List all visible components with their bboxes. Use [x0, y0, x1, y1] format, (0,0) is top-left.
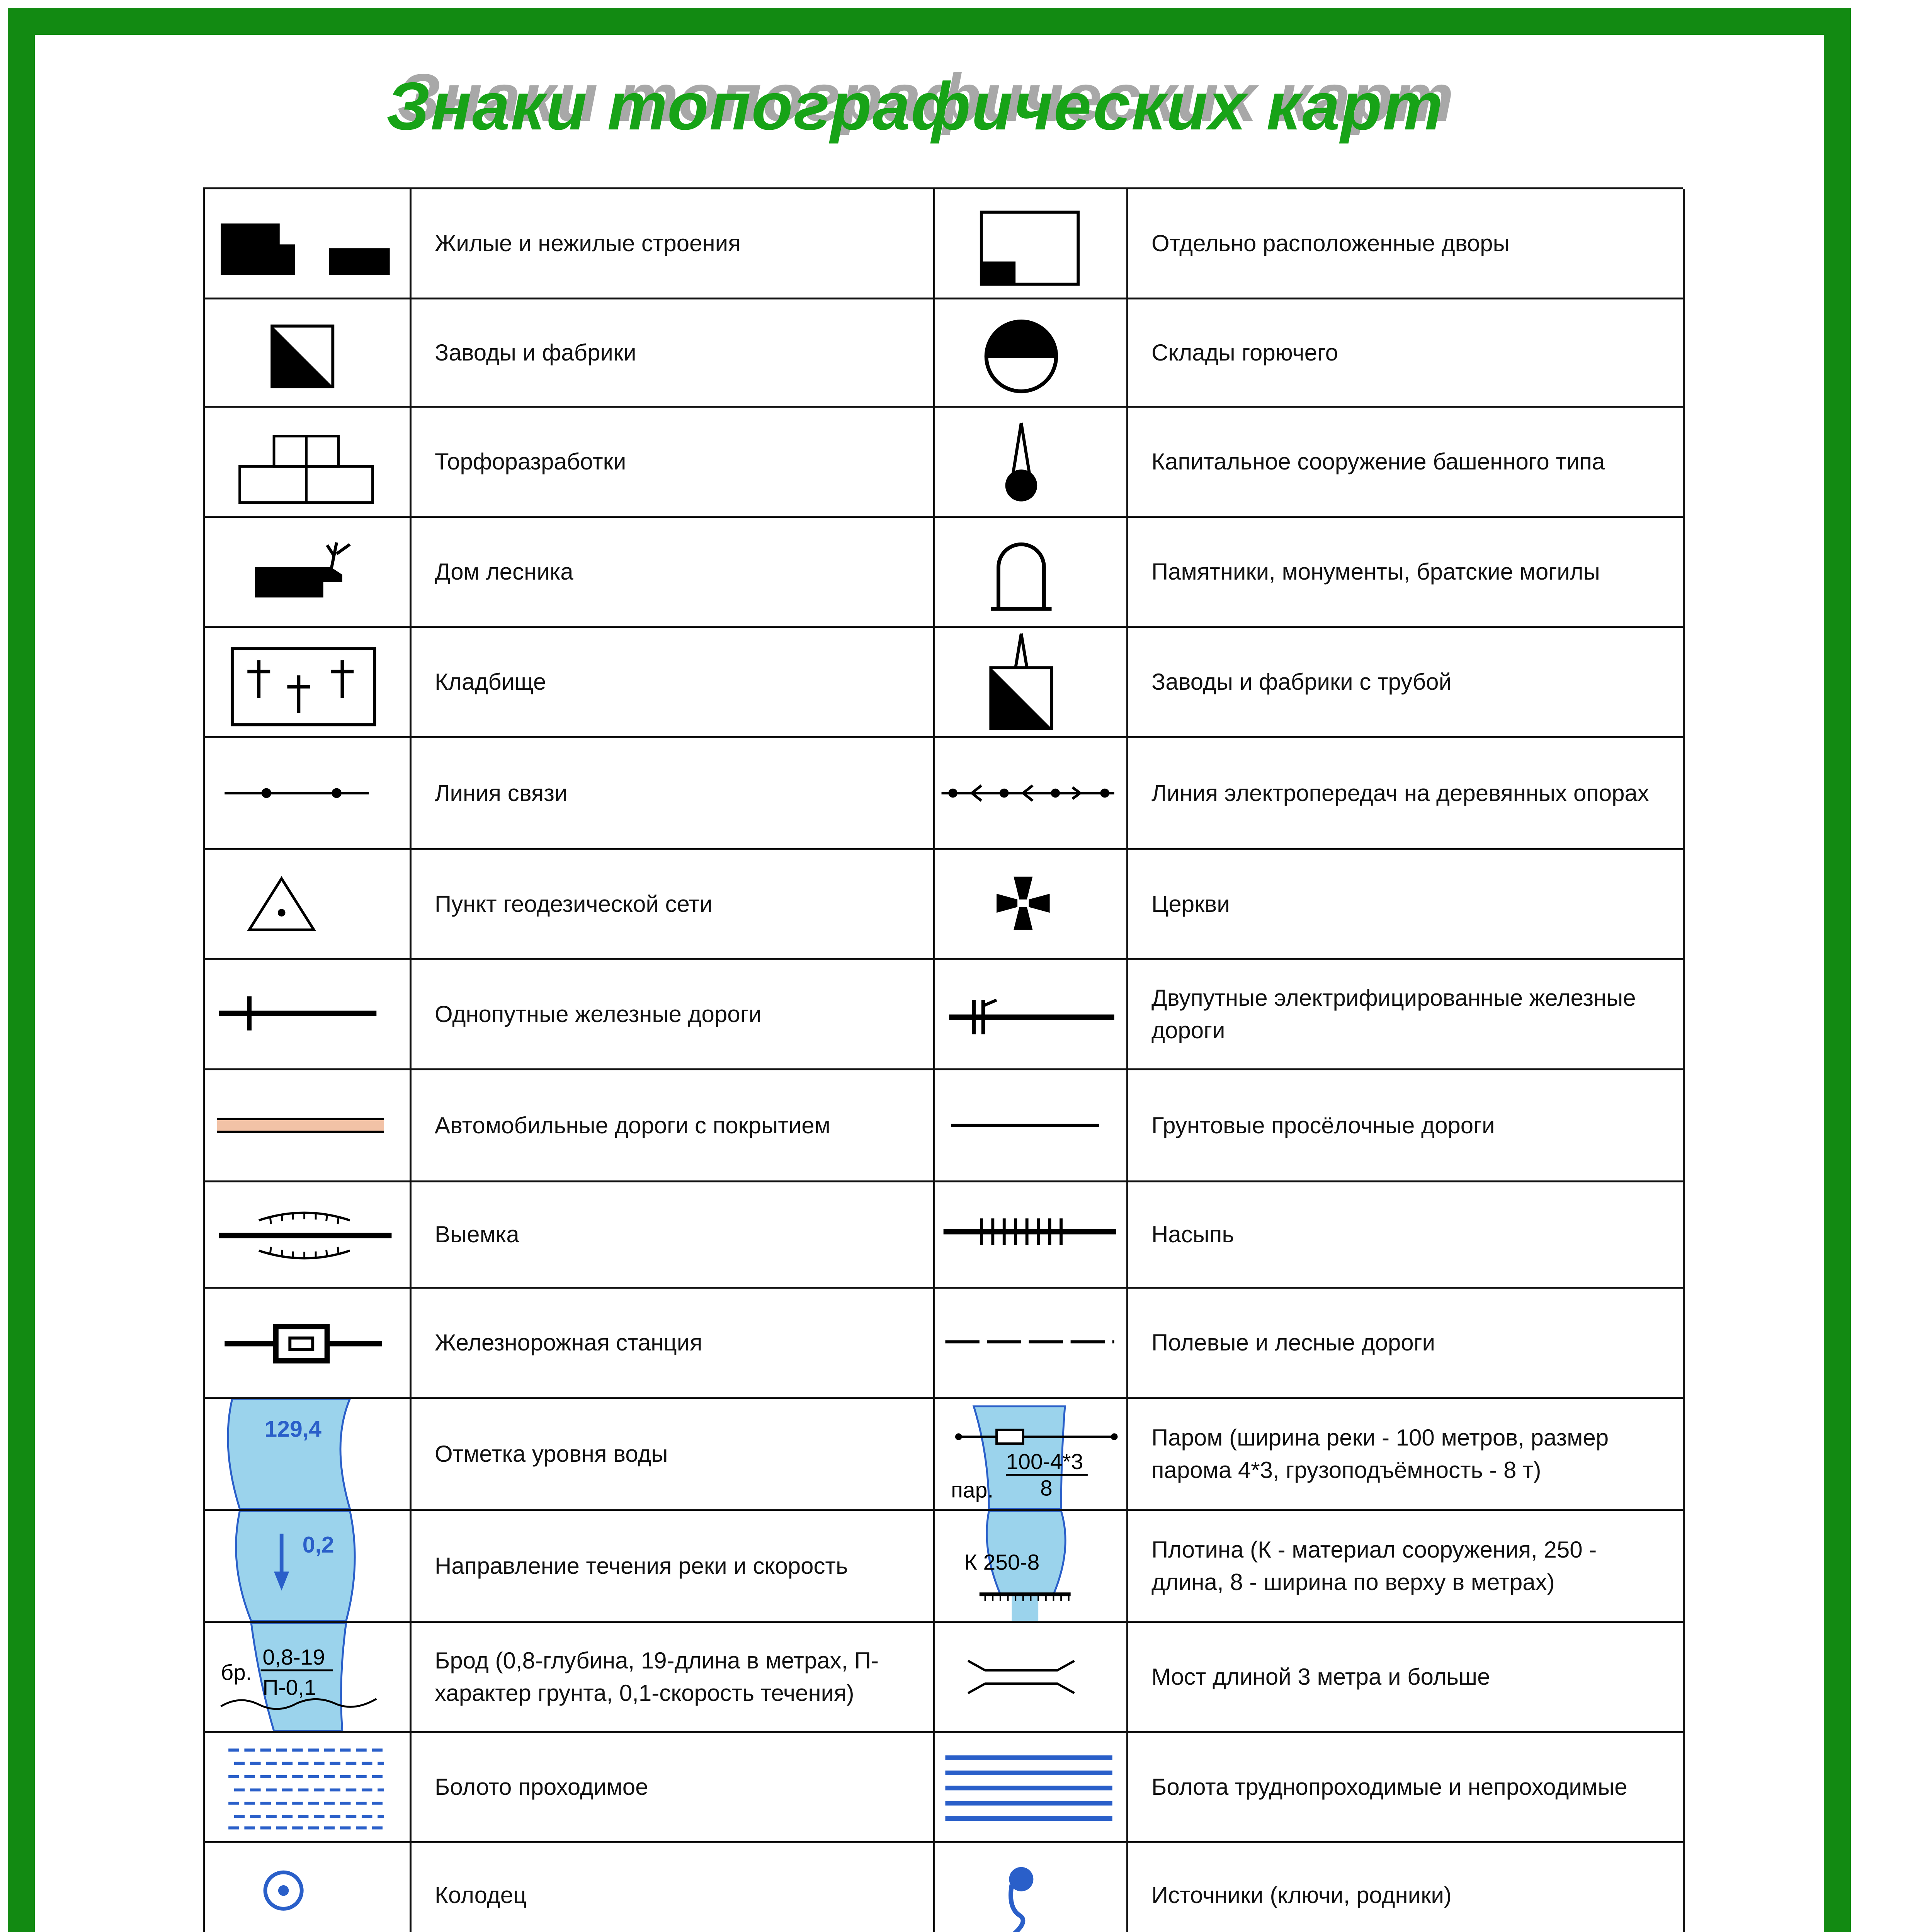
legend-label: Пункт геодезической сети: [412, 850, 935, 960]
symbol-cell: [205, 1623, 412, 1733]
symbol-cell: [935, 1182, 1128, 1289]
double-track-railway-icon: [935, 960, 1126, 1068]
ford-top-text: 0,8-19: [262, 1645, 325, 1670]
legend-label: Полевые и лесные дороги: [1128, 1289, 1685, 1399]
symbol-cell: [935, 1289, 1128, 1399]
legend-label: Автомобильные дороги с покрытием: [412, 1070, 935, 1182]
ferry-icon: [935, 1399, 1126, 1509]
legend-label: Брод (0,8-глубина, 19-длина в метрах, П-характер грунта, 0,1-скорость течения): [412, 1623, 935, 1733]
bridge-icon: [935, 1623, 1126, 1731]
well-icon: [205, 1843, 410, 1932]
ferry-prefix-text: пар.: [951, 1478, 994, 1503]
ford-bottom-text: П-0,1: [262, 1675, 316, 1700]
dirt-road-icon: [935, 1070, 1126, 1180]
factory-chimney-icon: [935, 628, 1126, 736]
fuel-depot-icon: [935, 299, 1126, 406]
ford-icon: [205, 1623, 410, 1731]
symbol-cell: [205, 408, 412, 518]
legend-label: Заводы и фабрики с трубой: [1128, 628, 1685, 738]
cutting-icon: [205, 1182, 410, 1287]
church-icon: [935, 850, 1126, 958]
single-track-railway-icon: [205, 960, 410, 1068]
symbol-cell: [935, 518, 1128, 628]
symbol-cell: [935, 628, 1128, 738]
symbol-cell: [205, 1733, 412, 1843]
railway-station-icon: [205, 1289, 410, 1397]
legend-label: Плотина (К - материал сооружения, 250 - длина, 8 - ширина по верху в метрах): [1128, 1511, 1685, 1623]
symbol-cell: [205, 1399, 412, 1511]
symbol-cell: [935, 299, 1128, 408]
legend-label: Болото проходимое: [412, 1733, 935, 1843]
field-road-icon: [935, 1289, 1126, 1397]
legend-label: Паром (ширина реки - 100 метров, размер парома 4*3, грузоподъёмность - 8 т): [1128, 1399, 1685, 1511]
power-line-icon: [935, 738, 1126, 848]
forester-house-icon: [205, 518, 410, 626]
symbol-cell: [205, 1289, 412, 1399]
symbol-cell: [205, 960, 412, 1070]
symbol-cell: [205, 1511, 412, 1623]
peat-works-icon: [205, 408, 410, 516]
symbol-cell: [205, 628, 412, 738]
flow-speed-value: 0,2: [302, 1532, 334, 1558]
symbol-cell: [205, 189, 412, 299]
symbol-cell: [205, 1070, 412, 1182]
symbol-cell: [205, 299, 412, 408]
legend-label: Железнорожная станция: [412, 1289, 935, 1399]
legend-label: Линия электропередач на деревянных опорах: [1128, 738, 1685, 850]
symbol-cell: [205, 1182, 412, 1289]
factory-icon: [205, 299, 410, 406]
legend-label: Отметка уровня воды: [412, 1399, 935, 1511]
spring-icon: [935, 1843, 1126, 1932]
legend-label: Заводы и фабрики: [412, 299, 935, 408]
dam-icon: [935, 1511, 1126, 1621]
tower-structure-icon: [935, 408, 1126, 516]
legend-label: Болота труднопроходимые и непроходимые: [1128, 1733, 1685, 1843]
communication-line-icon: [205, 738, 410, 848]
symbol-cell: [205, 518, 412, 628]
legend-label: Жилые и нежилые строения: [412, 189, 935, 299]
legend-label: Двупутные электрифицированные железные дороги: [1128, 960, 1685, 1070]
symbol-cell: [935, 1399, 1128, 1511]
ferry-top-text: 100-4*3: [1006, 1449, 1083, 1474]
impassable-swamp-icon: [935, 1733, 1126, 1841]
legend-label: Дом лесника: [412, 518, 935, 628]
legend-label: Грунтовые просёлочные дороги: [1128, 1070, 1685, 1182]
symbol-cell: [935, 1733, 1128, 1843]
legend-label: Отдельно расположенные дворы: [1128, 189, 1685, 299]
legend-label: Памятники, монументы, братские могилы: [1128, 518, 1685, 628]
ford-prefix-text: бр.: [221, 1660, 252, 1685]
ferry-bottom-text: 8: [1040, 1476, 1053, 1501]
legend-label: Однопутные железные дороги: [412, 960, 935, 1070]
symbol-cell: [935, 1623, 1128, 1733]
legend-label: Мост длиной 3 метра и больше: [1128, 1623, 1685, 1733]
residential-buildings-icon: [205, 189, 410, 298]
symbol-cell: [205, 850, 412, 960]
symbol-cell: [935, 1070, 1128, 1182]
symbol-cell: [205, 738, 412, 850]
legend-label: Насыпь: [1128, 1182, 1685, 1289]
legend-label: Кладбище: [412, 628, 935, 738]
page-title: Знаки топографических карт: [386, 69, 1444, 144]
symbol-cell: [935, 1843, 1128, 1932]
passable-swamp-icon: [205, 1733, 410, 1841]
cemetery-icon: [205, 628, 410, 736]
symbol-cell: [935, 189, 1128, 299]
symbol-cell: [935, 408, 1128, 518]
symbol-cell: [205, 1843, 412, 1932]
paved-road-icon: [205, 1070, 410, 1180]
dam-text: К 250-8: [964, 1550, 1040, 1575]
water-level-value: 129,4: [264, 1417, 321, 1442]
symbol-cell: [935, 738, 1128, 850]
legend-label: Источники (ключи, родники): [1128, 1843, 1685, 1932]
legend-label: Выемка: [412, 1182, 935, 1289]
symbol-cell: [935, 960, 1128, 1070]
legend-label: Капитальное сооружение башенного типа: [1128, 408, 1685, 518]
legend-label: Линия связи: [412, 738, 935, 850]
geodetic-point-icon: [205, 850, 410, 958]
legend-label: Склады горючего: [1128, 299, 1685, 408]
embankment-icon: [935, 1182, 1126, 1287]
legend-label: Колодец: [412, 1843, 935, 1932]
legend-table: [203, 187, 1683, 1932]
legend-label: Направление течения реки и скорость: [412, 1511, 935, 1623]
legend-label: Церкви: [1128, 850, 1685, 960]
monument-icon: [935, 518, 1126, 626]
symbol-cell: [935, 1511, 1128, 1623]
river-flow-icon: [205, 1511, 410, 1621]
symbol-cell: [935, 850, 1128, 960]
legend-label: Торфоразработки: [412, 408, 935, 518]
water-level-icon: [205, 1399, 410, 1509]
separate-yard-icon: [935, 189, 1126, 298]
